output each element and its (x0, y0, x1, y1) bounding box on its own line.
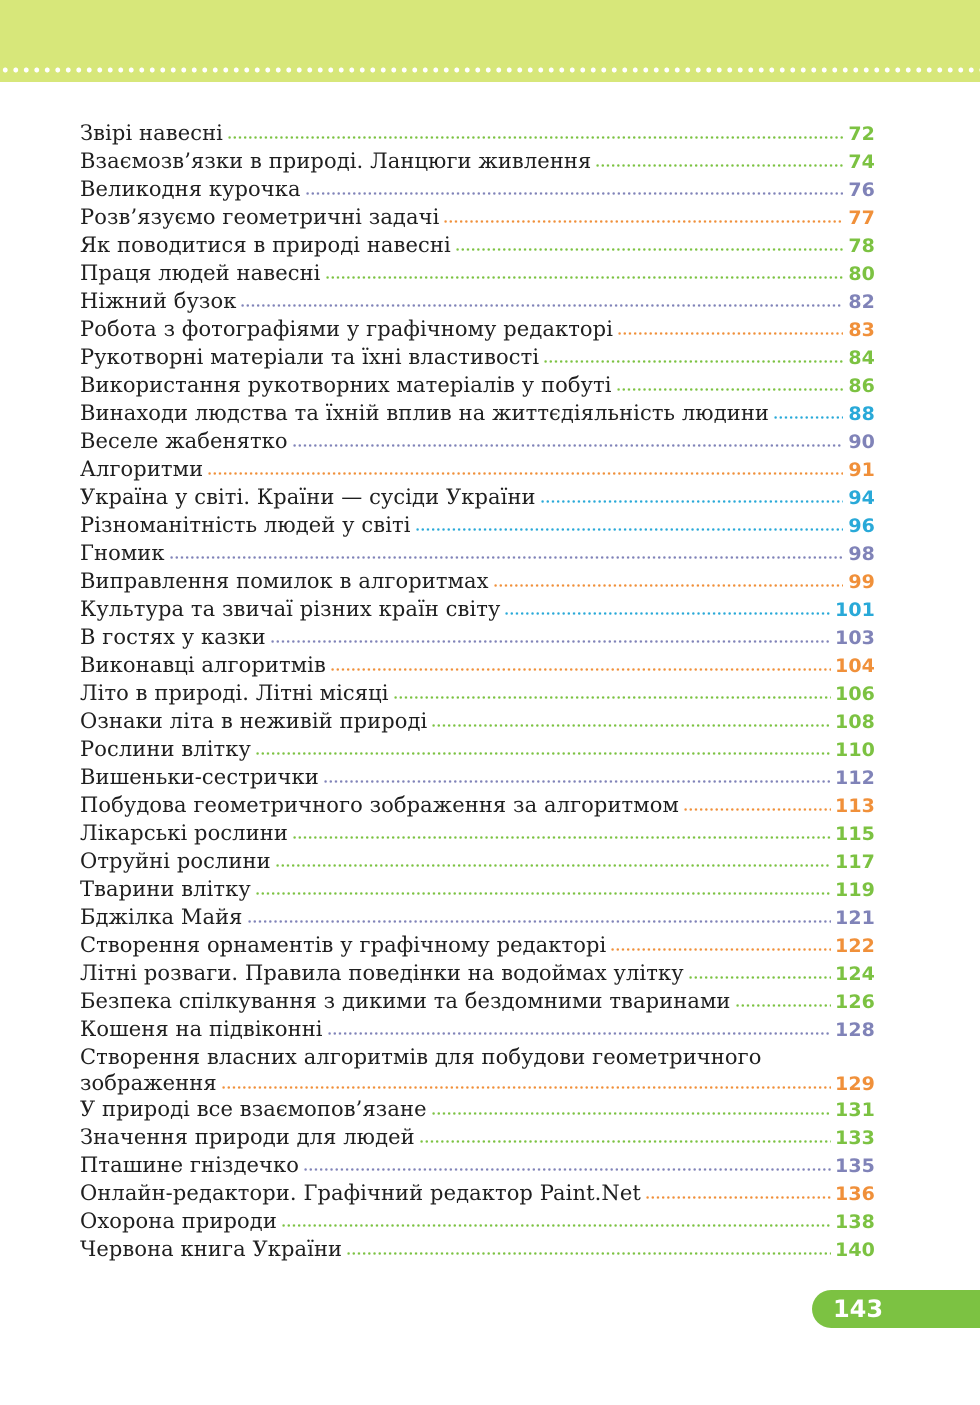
toc-entry-title: Пташине гніздечко (80, 1153, 299, 1177)
toc-entry (80, 401, 875, 429)
header-dotted-line (0, 66, 980, 74)
toc-entry (80, 1153, 875, 1181)
dot-leader (327, 1032, 831, 1035)
toc-entry (80, 597, 875, 625)
toc-entry-page: 128 (835, 1019, 875, 1041)
toc-entry-title: Значення природи для людей (80, 1125, 415, 1149)
toc-entry-page: 106 (835, 683, 875, 705)
toc-entry-page: 104 (835, 655, 875, 677)
toc-entry-page: 83 (848, 319, 875, 341)
dot-leader (540, 500, 843, 503)
dot-leader (431, 1112, 831, 1115)
toc-entry-page: 129 (835, 1073, 875, 1095)
toc-entry (80, 933, 875, 961)
dot-leader (688, 976, 831, 979)
dot-leader (493, 584, 843, 587)
toc-entry-title: Лікарські рослини (80, 821, 288, 845)
toc-entry-title: Україна у світі. Країни — сусіди України (80, 485, 536, 509)
toc-entry (80, 205, 875, 233)
dot-leader (415, 528, 843, 531)
dot-leader (292, 444, 843, 447)
dot-leader (595, 164, 843, 167)
page-number: 143 (832, 1295, 884, 1323)
toc-entry (80, 793, 875, 821)
toc-entry-title: Кошеня на підвіконні (80, 1017, 323, 1041)
toc-entry-title: Безпека спілкування з дикими та бездомними тваринами (80, 989, 731, 1013)
toc-entry (80, 1237, 875, 1265)
toc-entry-page: 113 (835, 795, 875, 817)
toc-entry-title: Створення орнаментів у графічному редакторі (80, 933, 607, 957)
toc-entry-page: 76 (848, 179, 875, 201)
toc-entry-title: Літо в природі. Літні місяці (80, 681, 389, 705)
toc-entry (80, 289, 875, 317)
dot-leader (292, 836, 831, 839)
toc-entry-title: Ніжний бузок (80, 289, 237, 313)
dot-leader (169, 556, 843, 559)
dot-leader (255, 752, 831, 755)
dot-leader (616, 388, 843, 391)
dot-leader (431, 724, 831, 727)
toc-entry-page: 96 (848, 515, 875, 537)
toc-entry (80, 653, 875, 681)
toc-entry-page: 133 (835, 1127, 875, 1149)
toc-entry-title: Розв’язуємо геометричні задачі (80, 205, 440, 229)
dot-leader (281, 1224, 831, 1227)
toc-entry-page: 78 (848, 235, 875, 257)
toc-entry-title: Великодня курочка (80, 177, 301, 201)
toc-entry-page: 124 (835, 963, 875, 985)
toc-entry (80, 989, 875, 1017)
dot-leader (247, 920, 832, 923)
toc-entry (80, 709, 875, 737)
toc-entry-page: 88 (848, 403, 875, 425)
dot-leader (270, 640, 831, 643)
toc-entry-title: Виконавці алгоритмів (80, 653, 326, 677)
toc-entry-page: 98 (848, 543, 875, 565)
toc-entry-page: 82 (848, 291, 875, 313)
toc-entry-title: Виправлення помилок в алгоритмах (80, 569, 489, 593)
toc-entry (80, 681, 875, 709)
dot-leader (255, 892, 831, 895)
toc-entry (80, 625, 875, 653)
toc-entry-page: 90 (848, 431, 875, 453)
toc-entry (80, 457, 875, 485)
dot-leader (617, 332, 843, 335)
toc-entry-title: Робота з фотографіями у графічному редакторі (80, 317, 614, 341)
toc-entry (80, 569, 875, 597)
toc-entry-title: Літні розваги. Правила поведінки на водоймах улітку (80, 961, 684, 985)
toc-entry-title: Звірі навесні (80, 121, 223, 145)
dot-leader (610, 948, 831, 951)
toc-entry (80, 177, 875, 205)
toc-entry-page: 138 (835, 1211, 875, 1233)
toc-entry-page: 117 (835, 851, 875, 873)
toc-entry (80, 317, 875, 345)
toc-entry-title: Рукотворні матеріали та їхні властивості (80, 345, 540, 369)
dot-leader (240, 304, 843, 307)
toc-entry-page: 108 (835, 711, 875, 733)
toc-entry-page: 110 (835, 739, 875, 761)
toc-entry (80, 905, 875, 933)
toc-entry-page: 94 (848, 487, 875, 509)
toc-entry-title: Побудова геометричного зображення за алгоритмом (80, 793, 679, 817)
toc-entry-title: Праця людей навесні (80, 261, 321, 285)
toc-entry-title: Культура та звичаї різних країн світу (80, 597, 501, 621)
toc-entry (80, 1125, 875, 1153)
toc-entry-title: У природі все взаємопов’язане (80, 1097, 427, 1121)
toc-entry-page: 99 (848, 571, 875, 593)
toc-entry (80, 877, 875, 905)
dot-leader (325, 276, 844, 279)
dot-leader (305, 192, 843, 195)
toc-entry (80, 373, 875, 401)
toc-entry-page: 77 (848, 207, 875, 229)
dot-leader (543, 360, 843, 363)
dot-leader (227, 136, 843, 139)
toc-entry-title: Алгоритми (80, 457, 204, 481)
dot-leader (773, 416, 843, 419)
dot-leader (323, 780, 831, 783)
toc-entry-title: Тварини влітку (80, 877, 251, 901)
toc-entry (80, 1209, 875, 1237)
dot-leader (455, 248, 843, 251)
toc-entry-page: 136 (835, 1183, 875, 1205)
toc-entry (80, 541, 875, 569)
toc-entry-page: 131 (835, 1099, 875, 1121)
dot-leader (221, 1086, 831, 1089)
toc-entry-title: Ознаки літа в неживій природі (80, 709, 428, 733)
toc-entry (80, 261, 875, 289)
toc-entry-title: Різноманітність людей у світі (80, 513, 411, 537)
toc-entry-page: 101 (835, 599, 875, 621)
toc-entry (80, 429, 875, 457)
toc-entry-title-continued: зображення (80, 1071, 217, 1095)
toc-entry (80, 737, 875, 765)
toc-entry-page: 91 (848, 459, 875, 481)
toc-entry-page: 122 (835, 935, 875, 957)
dot-leader (504, 612, 831, 615)
toc-entry-title: Вишеньки-сестрички (80, 765, 319, 789)
toc-entry-title: В гостях у казки (80, 625, 266, 649)
toc-entry (80, 485, 875, 513)
toc-entry-page: 115 (835, 823, 875, 845)
toc-entry (80, 149, 875, 177)
toc-entry (80, 233, 875, 261)
toc-entry (80, 1181, 875, 1209)
toc-entry (80, 1097, 875, 1125)
toc-entry (80, 1017, 875, 1045)
dot-leader (735, 1004, 832, 1007)
dot-leader (393, 696, 832, 699)
toc-entry-page: 126 (835, 991, 875, 1013)
toc-entry-page: 119 (835, 879, 875, 901)
dot-leader (443, 220, 843, 223)
toc-entry-title: Створення власних алгоритмів для побудови геометричного (80, 1045, 762, 1069)
dot-leader (683, 808, 831, 811)
toc-entry-title: Отруйні рослини (80, 849, 271, 873)
toc-entry-page: 103 (835, 627, 875, 649)
toc-entry-page: 74 (848, 151, 875, 173)
toc-entry (80, 765, 875, 793)
toc-entry-title: Винаходи людства та їхній вплив на життєдіяльність людини (80, 401, 770, 425)
table-of-contents (80, 121, 875, 1265)
toc-entry-title: Червона книга України (80, 1237, 343, 1261)
toc-entry (80, 849, 875, 877)
toc-entry (80, 1045, 875, 1097)
toc-entry (80, 345, 875, 373)
dot-leader (346, 1252, 831, 1255)
toc-entry-title: Онлайн-редактори. Графічний редактор Paint.Net (80, 1181, 641, 1205)
toc-entry (80, 513, 875, 541)
toc-entry-page: 86 (848, 375, 875, 397)
toc-entry (80, 961, 875, 989)
toc-entry-title: Бджілка Майя (80, 905, 243, 929)
toc-entry (80, 821, 875, 849)
toc-entry-title: Як поводитися в природі навесні (80, 233, 451, 257)
toc-entry-page: 140 (835, 1239, 875, 1261)
toc-entry-page: 135 (835, 1155, 875, 1177)
toc-entry-title: Взаємозв’язки в природі. Ланцюги живлення (80, 149, 592, 173)
toc-entry-page: 72 (848, 123, 875, 145)
dot-leader (645, 1196, 831, 1199)
toc-entry-page: 80 (848, 263, 875, 285)
dot-leader (207, 472, 843, 475)
toc-entry-title: Гномик (80, 541, 165, 565)
toc-entry-title: Рослини влітку (80, 737, 251, 761)
toc-entry-page: 84 (848, 347, 875, 369)
toc-entry-page: 112 (835, 767, 875, 789)
dot-leader (419, 1140, 831, 1143)
toc-entry (80, 121, 875, 149)
dot-leader (330, 668, 831, 671)
dot-leader (275, 864, 831, 867)
toc-entry-title: Веселе жабенятко (80, 429, 288, 453)
dot-leader (303, 1168, 831, 1171)
toc-entry-title: Використання рукотворних матеріалів у побуті (80, 373, 612, 397)
toc-entry-title: Охорона природи (80, 1209, 277, 1233)
toc-entry-page: 121 (835, 907, 875, 929)
